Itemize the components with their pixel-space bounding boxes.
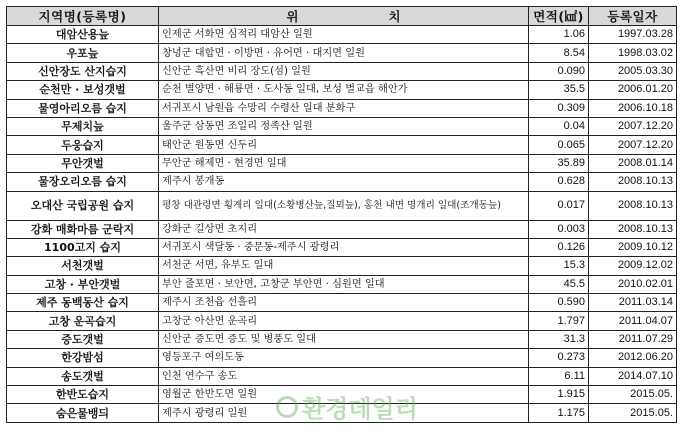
area-cell: 1.175 [529,404,589,422]
registration-date-cell: 2007.12.20 [589,136,677,154]
area-cell: 0.065 [529,136,589,154]
registration-date-cell: 2008.10.13 [589,173,677,191]
location-cell: 서귀포시 남원읍 수망리 수령산 일대 분화구 [159,99,529,117]
region-name-cell: 우포늪 [7,44,159,62]
region-name-cell: 순천만 · 보성갯벌 [7,81,159,99]
location-cell: 강화군 길상면 초지리 [159,220,529,238]
region-name-cell: 강화 매화마름 군락지 [7,220,159,238]
header-registration-date: 등록일자 [589,7,677,26]
header-location-part1: 위 [286,9,299,24]
area-cell: 0.003 [529,220,589,238]
table-row [7,26,677,44]
wetland-registry-sheet [6,6,676,423]
region-name-cell: 신안장도 산지습지 [7,62,159,80]
region-name-cell: 고창 · 부안갯벌 [7,275,159,293]
table-row [7,173,677,191]
region-name-cell: 대암산용늪 [7,26,159,44]
area-cell: 1.915 [529,386,589,404]
table-row [7,44,677,62]
table-row [7,99,677,117]
region-name-cell: 1100고지 습지 [7,238,159,256]
registration-date-cell: 2011.07.29 [589,330,677,348]
registration-date-cell: 2005.03.30 [589,62,677,80]
table-row [7,238,677,256]
region-name-cell: 오대산 국립공원 습지 [7,191,159,220]
area-cell: 35.5 [529,81,589,99]
location-cell: 인제군 서화면 심적리 대암산 일원 [159,26,529,44]
header-region-name: 지역명(등록명) [7,7,159,26]
table-row [7,404,677,422]
area-cell: 45.5 [529,275,589,293]
registration-date-cell: 2011.04.07 [589,312,677,330]
table-row [7,349,677,367]
location-cell: 평창 대관령면 횡계리 일대(소황병산늪,질뫼늪), 홍천 내면 명개리 일대(조개동늪) [159,191,529,220]
header-location [159,7,529,26]
area-cell: 8.54 [529,44,589,62]
watermark-text: 환경데일리 [302,395,418,423]
location-cell: 창녕군 대합면 · 이방면 · 유어면 · 대지면 일원 [159,44,529,62]
location-cell: 영월군 한반도면 일원 [159,386,529,404]
area-cell: 1.797 [529,312,589,330]
table-row [7,220,677,238]
header-location-part2: 치 [388,9,401,24]
location-cell: 태안군 원동면 신두리 [159,136,529,154]
area-cell: 0.590 [529,294,589,312]
registration-date-cell: 2006.01.20 [589,81,677,99]
location-cell: 무안군 해제면 · 현경면 일대 [159,154,529,172]
region-name-cell: 물장오리오름 습지 [7,173,159,191]
location-cell: 영등포구 여의도동 [159,349,529,367]
header-area: 면적(㎢) [529,7,589,26]
registration-date-cell: 2008.01.14 [589,154,677,172]
table-header-row [7,7,677,26]
registration-date-cell: 2007.12.20 [589,117,677,135]
region-name-cell: 제주 동백동산 습지 [7,294,159,312]
location-cell: 신안군 흑산면 비리 장도(섬) 일원 [159,62,529,80]
area-cell: 0.017 [529,191,589,220]
registration-date-cell: 2014.07.10 [589,367,677,385]
area-cell: 15.3 [529,257,589,275]
wetland-registry-table [6,6,677,423]
region-name-cell: 한강밤섬 [7,349,159,367]
table-row [7,294,677,312]
registration-date-cell: 2008.10.13 [589,191,677,220]
region-name-cell: 고창 운곡습지 [7,312,159,330]
table-row [7,191,677,220]
region-name-cell: 증도갯벌 [7,330,159,348]
area-cell: 0.04 [529,117,589,135]
area-cell: 1.06 [529,26,589,44]
table-row [7,117,677,135]
registration-date-cell: 1997.03.28 [589,26,677,44]
location-cell: 서귀포시 색달동 · 중문동-제주시 광령리 [159,238,529,256]
location-cell: 부안 줄포면 · 보안면, 고창군 부안면 · 심원면 일대 [159,275,529,293]
table-row [7,330,677,348]
region-name-cell: 무안갯벌 [7,154,159,172]
registration-date-cell: 2015.05. [589,386,677,404]
location-cell: 신안군 증도면 증도 및 병풍도 일대 [159,330,529,348]
location-cell: 서천군 서면, 유부도 일대 [159,257,529,275]
table-row [7,367,677,385]
table-row [7,154,677,172]
registration-date-cell: 2015.05. [589,404,677,422]
location-cell: 순천 별양면 · 해룡면 · 도사동 일대, 보성 벌교읍 해안가 [159,81,529,99]
area-cell: 0.273 [529,349,589,367]
region-name-cell: 송도갯벌 [7,367,159,385]
region-name-cell: 무제치늪 [7,117,159,135]
location-cell: 제주시 광령리 일원 [159,404,529,422]
area-cell: 35.89 [529,154,589,172]
registration-date-cell: 2011.03.14 [589,294,677,312]
area-cell: 0.628 [529,173,589,191]
location-cell: 제주시 봉개동 [159,173,529,191]
region-name-cell: 한반도습지 [7,386,159,404]
registration-date-cell: 2008.10.13 [589,220,677,238]
region-name-cell: 서천갯벌 [7,257,159,275]
region-name-cell: 두웅습지 [7,136,159,154]
area-cell: 0.090 [529,62,589,80]
table-row [7,136,677,154]
registration-date-cell: 1998.03.02 [589,44,677,62]
area-cell: 31.3 [529,330,589,348]
table-row [7,62,677,80]
table-row [7,312,677,330]
registration-date-cell: 2009.10.12 [589,238,677,256]
location-cell: 고창군 아산면 운곡리 [159,312,529,330]
area-cell: 6.11 [529,367,589,385]
region-name-cell: 숨은물뱅듸 [7,404,159,422]
location-cell: 인천 연수구 송도 [159,367,529,385]
registration-date-cell: 2009.12.02 [589,257,677,275]
area-cell: 0.126 [529,238,589,256]
location-cell: 제주시 조천읍 선흘리 [159,294,529,312]
table-row [7,81,677,99]
location-cell: 울주군 삼동면 조일리 정족산 일원 [159,117,529,135]
table-row [7,257,677,275]
registration-date-cell: 2012.06.20 [589,349,677,367]
table-row [7,386,677,404]
table-row [7,275,677,293]
area-cell: 0.309 [529,99,589,117]
registration-date-cell: 2010.02.01 [589,275,677,293]
region-name-cell: 물영아리오름 습지 [7,99,159,117]
registration-date-cell: 2006.10.18 [589,99,677,117]
